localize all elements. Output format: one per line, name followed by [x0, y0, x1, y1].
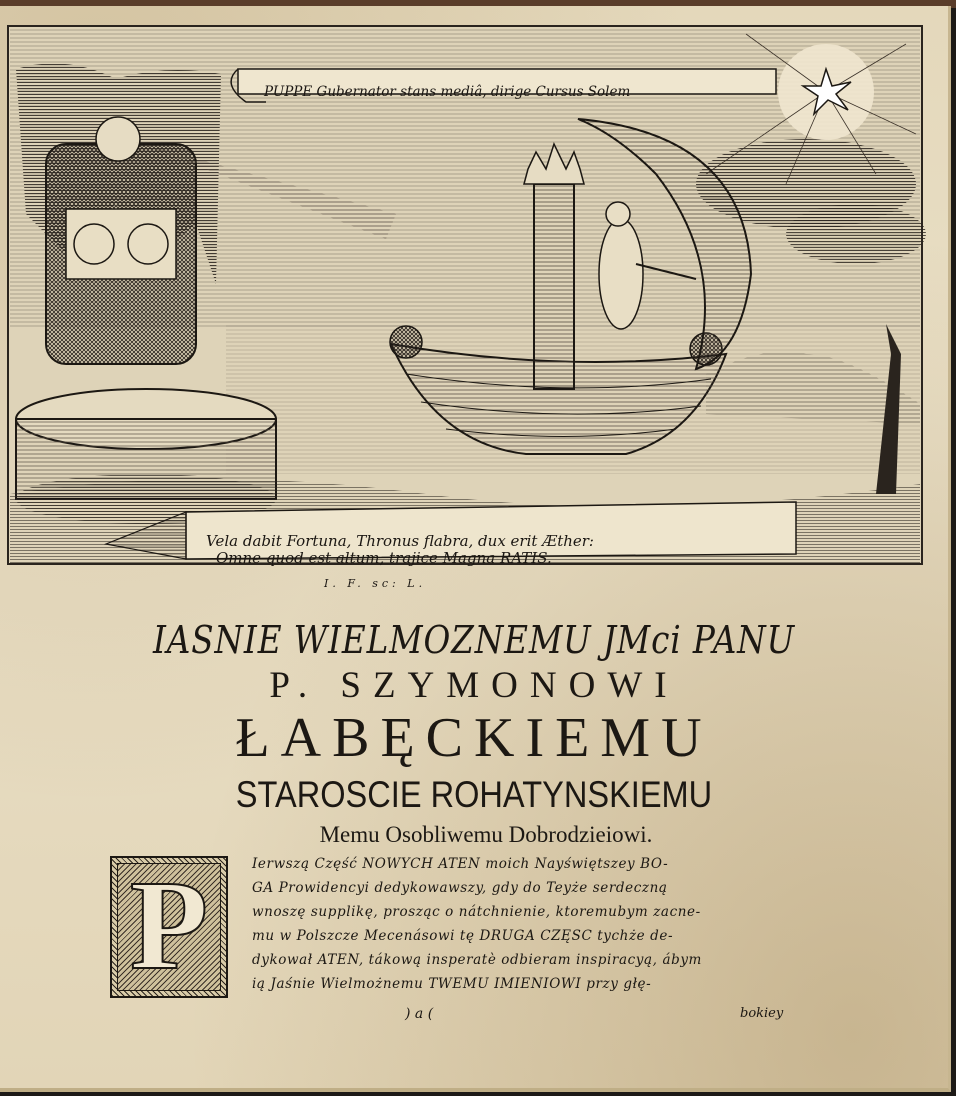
body-text-line: GA Prowidencyi dedykowawszy, gdy do Teyże serdeczną [252, 880, 668, 896]
dedication-line-2: P. SZYMONOWI [269, 665, 679, 706]
body-text-line: wnoszę supplikę, prosząc o nátchnienie, ktoremubym zacne- [252, 904, 701, 920]
engraving-illustration [6, 24, 926, 590]
engraving-top-motto: PUPPE Gubernator stans mediâ, dirige Cursus Solem [264, 84, 631, 100]
body-text-line: Ierwszą Część NOWYCH ATEN moich Nayświętszey BO- [252, 856, 669, 872]
book-page [0, 6, 951, 1092]
dedication-line-3: ŁABĘCKIEMU [235, 707, 713, 769]
engraving-bottom-motto-line1: Vela dabit Fortuna, Thronus flabra, dux erit Æther: [206, 532, 594, 550]
signature-mark: ) a ( [405, 1006, 434, 1022]
dedication-line-4: STAROSCIE ROHATYNSKIEMU [235, 774, 713, 815]
body-text-line: dykował ATEN, tákową insperatè odbieram inspiracyą, ábym [252, 952, 702, 968]
dedication-line-1: IASNIE WIELMOZNEMU JMci PANU [152, 618, 796, 662]
decorated-initial-letter: P [129, 854, 209, 996]
engraving-bottom-motto-line2: Omne quod est altum, trajice Magna RATIS. [216, 549, 552, 567]
catchword: bokiey [740, 1006, 784, 1021]
body-text-line: mu w Polszcze Mecenásowi tę DRUGA CZĘSC tychże de- [252, 928, 674, 944]
engraver-signature: I. F. sc: L. [324, 577, 427, 590]
body-text-line: ią Jaśnie Wielmożnemu TWEMU IMIENIOWI przy głę- [252, 976, 652, 992]
decorated-initial [110, 856, 228, 998]
dedication-line-5: Memu Osobliwemu Dobrodzieiowi. [319, 822, 653, 847]
